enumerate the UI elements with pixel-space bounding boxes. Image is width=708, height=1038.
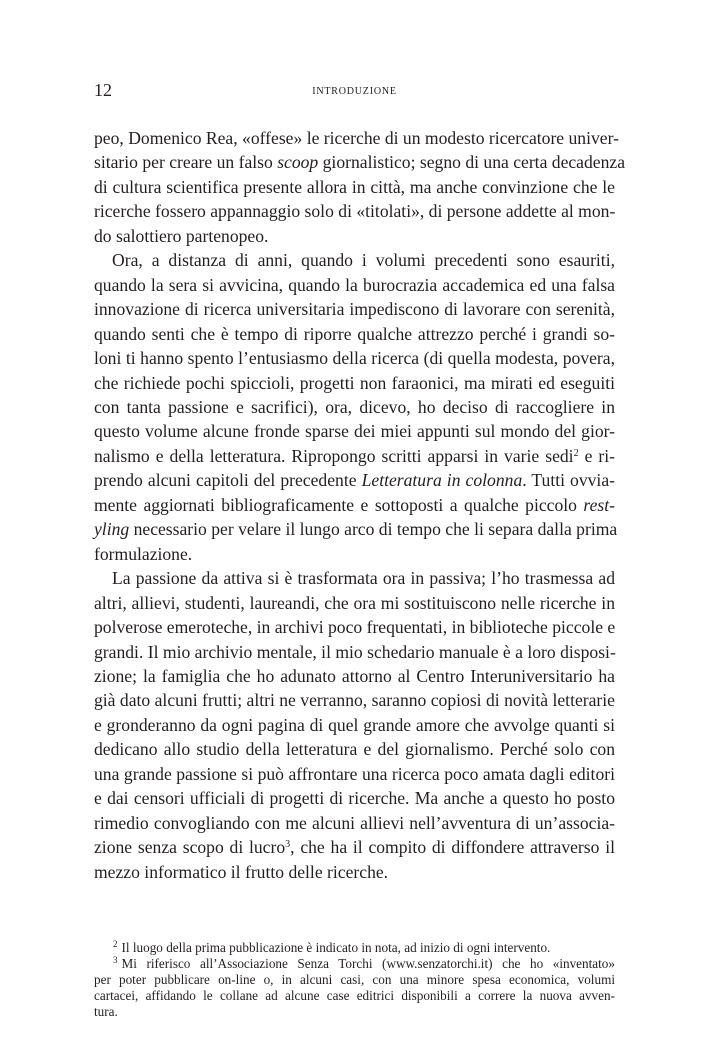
text-line: nalismo e della letteratura. Ripropongo scritti apparsi in varie sedi$^2$ e ri- [94,445,616,466]
footnote-line: tura. [94,1004,118,1020]
text-line: innovazione di ricerca universitaria impediscono di lavorare con serenità, [94,299,615,320]
text-line: dedicano allo studio della letteratura e del giornalismo. Perché solo con [94,739,615,760]
text-line: yling necessario per velare il lungo arco di tempo che li separa dalla prima [94,519,618,540]
text-line: questo volume alcune fronde sparse dei miei appunti sul mondo del gior- [94,421,615,442]
italic-text: yling [94,519,130,540]
running-head [94,80,615,104]
text-line: quando la sera si avvicina, quando la burocrazia accademica ed una falsa [94,274,615,295]
paragraph [94,566,615,884]
text-line: già dato alcuni frutti; altri ne verranno, saranno copiosi di novità letterarie [94,690,615,711]
footnote-number: 2 [113,939,118,950]
text-line: quando senti che è tempo di riporre qualche attrezzo perché i grandi so- [94,323,615,344]
italic-text: scoop [277,152,319,173]
footnote-number: 3 [113,955,118,966]
text-line: zione senza scopo di lucro$^3$, che ha il compito di diffondere attraverso il [94,837,615,858]
running-title: introduzione [312,83,397,98]
text-line: una grande passione si può affrontare una ricerca poco amata dagli editori [94,763,615,784]
footnotes [94,940,615,1020]
text-line: con tanta passione e sacrifici), ora, dicevo, ho deciso di raccogliere in [94,396,615,417]
text-line: peo, Domenico Rea, «offese» le ricerche di un modesto ricercatore univer- [94,128,619,148]
footnote-reference[interactable]: 3 [285,839,291,851]
text-line: sitario per creare un falso scoop giornalistico; segno di una certa decadenza [94,152,626,173]
text-line: mezzo informatico il frutto delle ricerche. [94,861,389,882]
text-line: zione; la famiglia che ho adunato attorno al Centro Interuniversitario ha [94,665,615,686]
text-line: e dai censori ufficiali di progetti di ricerche. Ma anche a questo ho posto [94,788,615,809]
footnote-line: $^2$ Il luogo della prima pubblicazione è indicato in nota, ad inizio di ogni intervento. [113,939,551,956]
paragraph [94,126,626,248]
text-line: prendo alcuni capitoli del precedente Letteratura in colonna. Tutti ovvia- [94,470,615,491]
text-line: che richiede pochi spiccioli, progetti non faraonici, ma mirati ed eseguiti [94,372,615,393]
italic-text: rest- [583,494,615,515]
text-line: grandi. Il mio archivio mentale, il mio schedario manuale è a loro disposi- [94,641,616,662]
text-line: e gronderanno da ogni pagina di quel grande amore che avvolge quanti si [94,714,615,735]
page-number: 12 [94,80,112,100]
text-line: ricerche fossero appannaggio solo di «titolati», di persone addette al mon- [94,201,616,222]
footnote [94,940,615,956]
footnote-line: per poter pubblicare on-line o, in alcuni casi, con una minore spesa economica, volumi [94,972,615,988]
footnote-line: $^3$ Mi riferisco all’Associazione Senza Torchi (www.senzatorchi.it) che ho «inventato» [113,955,615,972]
paragraph [94,248,618,566]
text-line: Ora, a distanza di anni, quando i volumi precedenti sono esauriti, [112,250,615,271]
text-line: rimedio convogliando con me alcuni allievi nell’avventura di un’associa- [94,812,615,833]
italic-text: Letteratura in colonna [361,470,523,491]
text-line: di cultura scientifica presente allora in città, ma anche convinzione che le [94,176,615,197]
body-text [94,126,626,884]
text-line: altri, allievi, studenti, laureandi, che ora mi sostituiscono nelle ricerche in [94,592,615,613]
text-line: loni ti hanno spento l’entusiasmo della ricerca (di quella modesta, povera, [94,348,615,369]
text-line: polverose emeroteche, in archivi poco frequentati, in biblioteche piccole e [94,617,616,638]
footnote [94,956,615,1020]
text-line: La passione da attiva si è trasformata ora in passiva; l’ho trasmessa ad [112,568,615,589]
text-line: formulazione. [94,543,193,564]
book-page [94,80,626,1020]
text-line: do salottiero partenopeo. [94,225,269,246]
text-line: mente aggiornati bibliograficamente e sottoposti a qualche piccolo rest- [94,494,615,515]
footnote-line: cartacei, affidando le collane ad alcune case editrici disponibili a correre la nuova avven- [94,988,615,1004]
footnote-reference[interactable]: 2 [573,447,579,459]
